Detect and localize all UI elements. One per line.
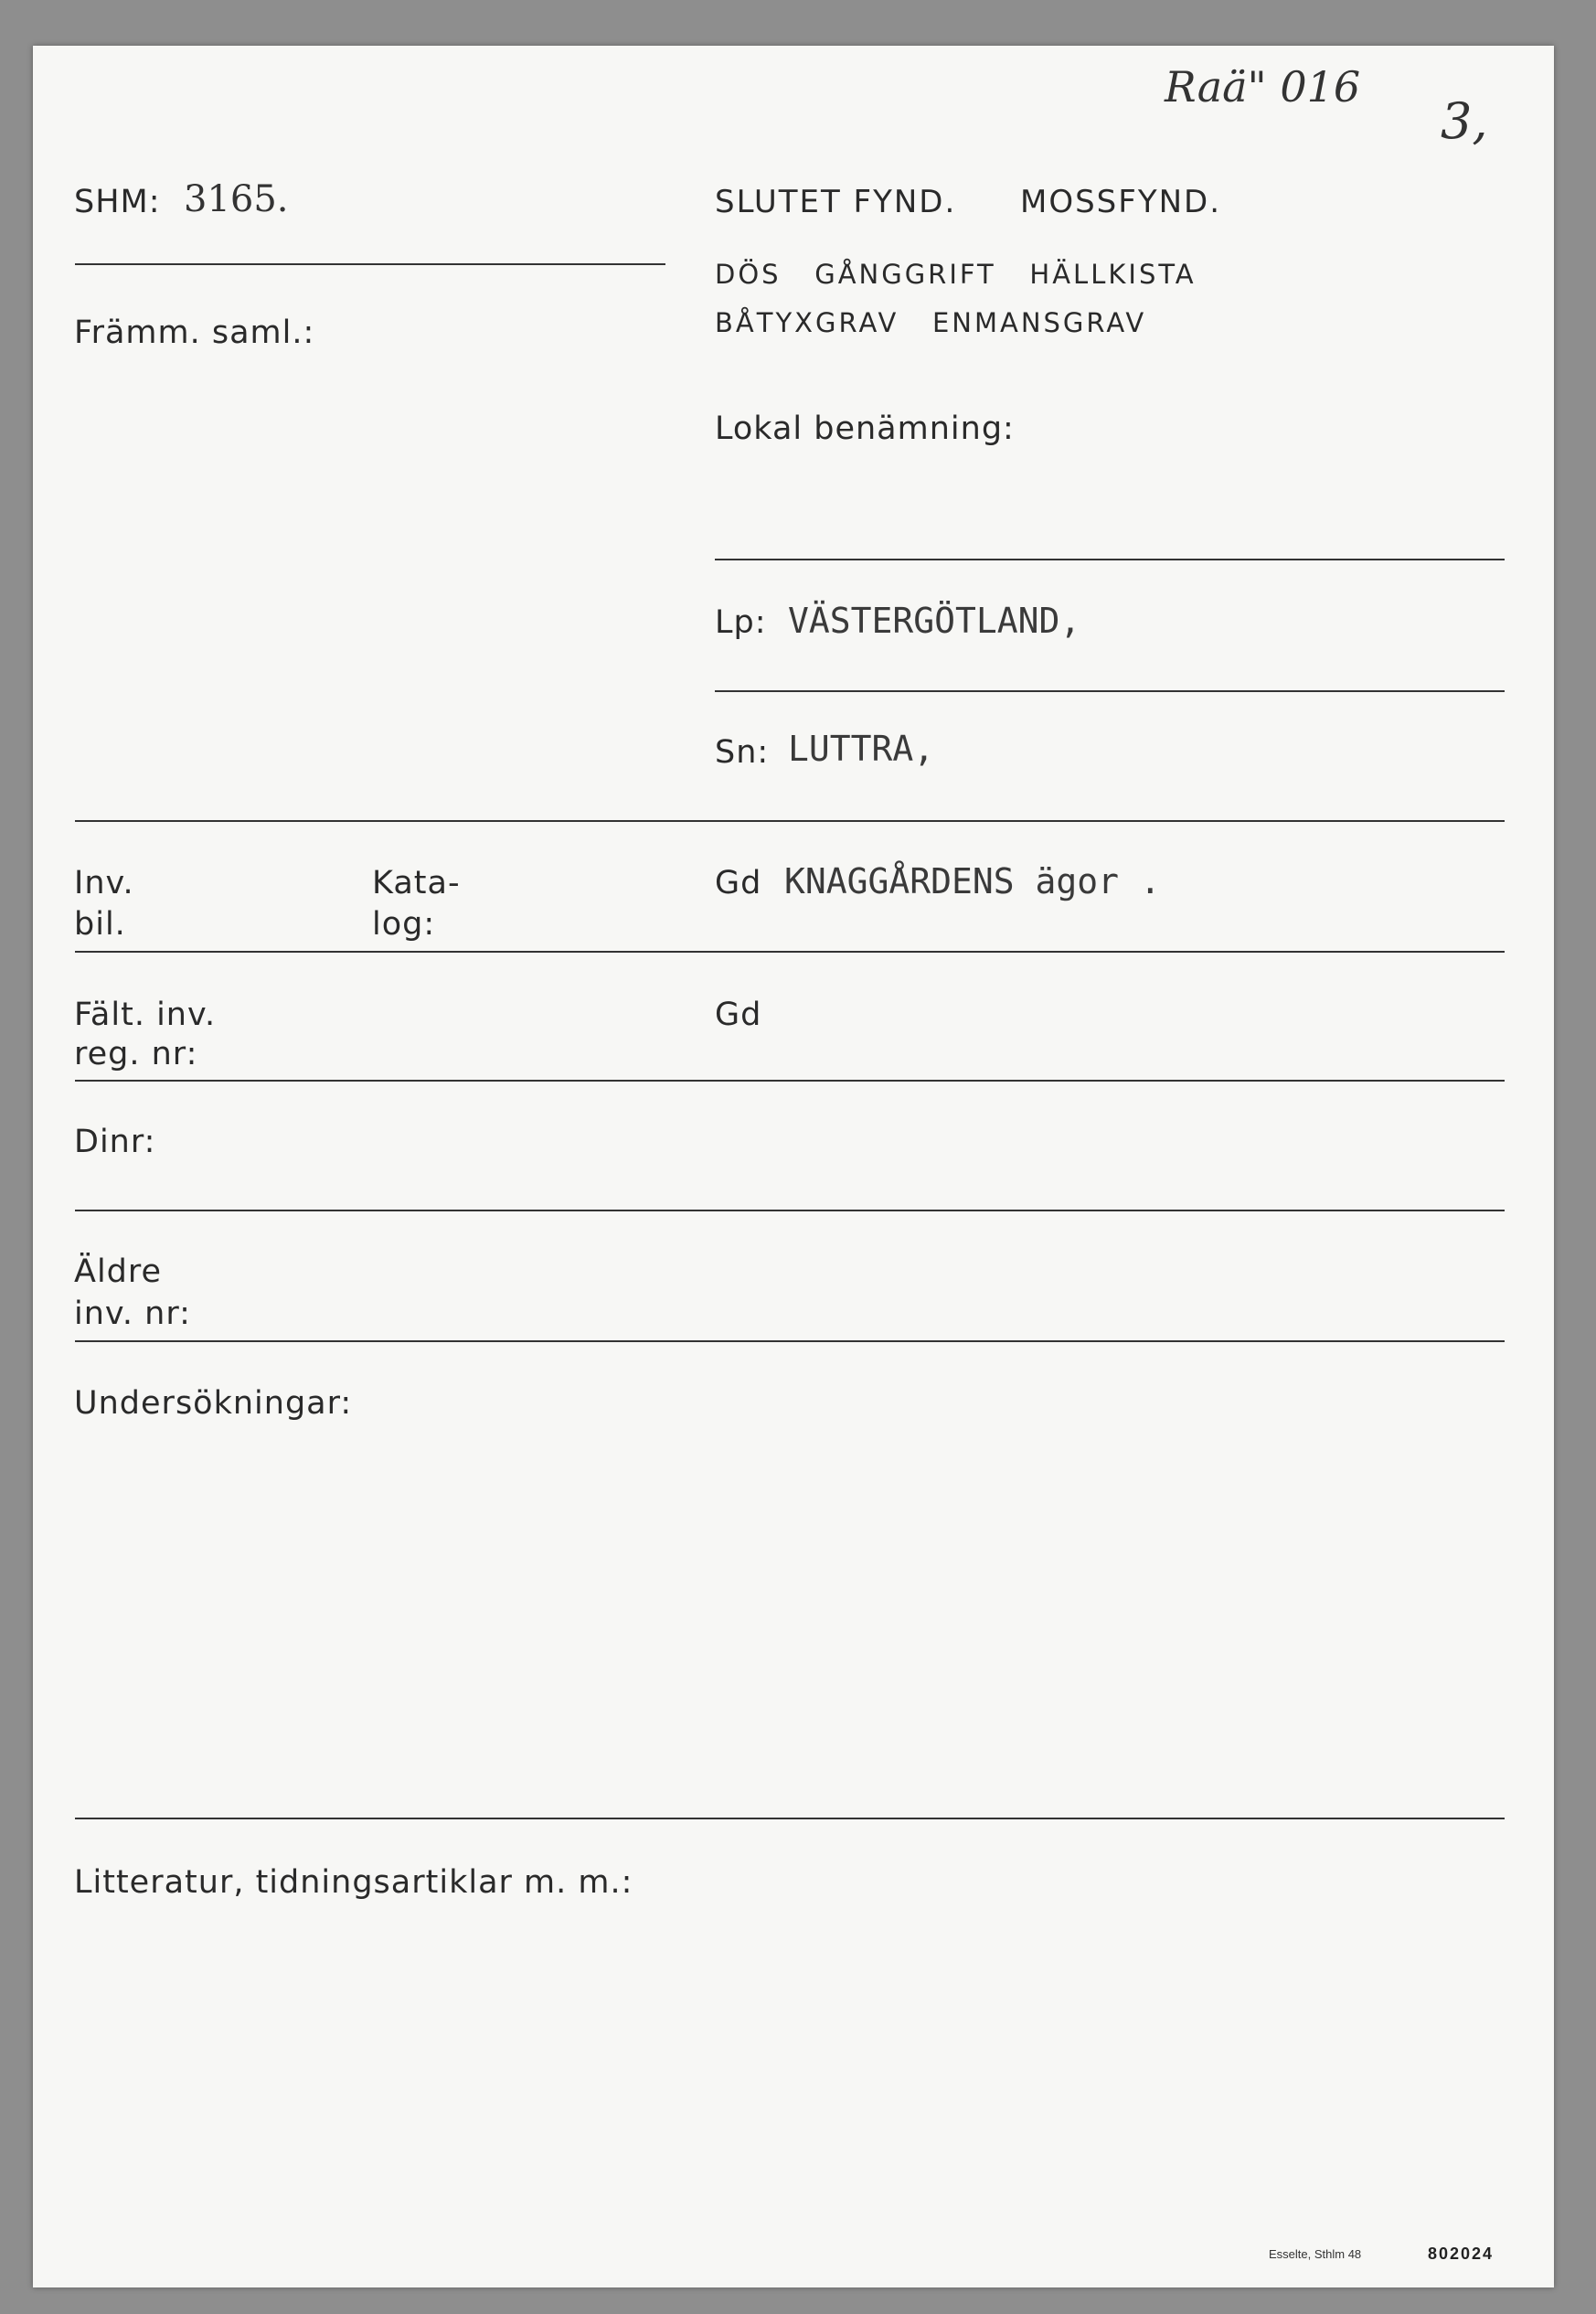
mossfynd: MOSSFYND.	[1020, 184, 1222, 220]
litteratur-label: Litteratur, tidningsartiklar m. m.:	[74, 1864, 633, 1901]
undersokningar-label: Undersökningar:	[74, 1385, 353, 1422]
rule-left-top	[75, 263, 665, 265]
dinr-label: Dinr:	[74, 1124, 156, 1160]
lp-label: Lp:	[715, 604, 767, 641]
katalog-label-2: log:	[372, 906, 436, 943]
shm-number: 3165.	[184, 178, 289, 220]
rule-full-1	[75, 820, 1505, 822]
shm-label: SHM:	[74, 184, 161, 220]
rule-full-5	[75, 1340, 1505, 1342]
rule-full-4	[75, 1210, 1505, 1211]
gd-label-2: Gd	[715, 997, 762, 1033]
sn-label: Sn:	[715, 734, 770, 771]
gd-label-1: Gd	[715, 865, 762, 901]
rule-lokal	[715, 559, 1505, 560]
rule-full-6	[75, 1818, 1505, 1819]
handwritten-card-number: 3,	[1441, 92, 1488, 150]
sn-value: LUTTRA,	[788, 729, 935, 769]
lokal-benamning-label: Lokal benämning:	[715, 411, 1015, 447]
rule-full-2	[75, 951, 1505, 953]
slutet-fynd: SLUTET FYND.	[715, 184, 957, 220]
katalog-label-1: Kata-	[372, 865, 461, 901]
falt-inv-label-2: reg. nr:	[74, 1036, 198, 1072]
register-card	[33, 46, 1554, 2287]
framm-saml-label: Främm. saml.:	[74, 315, 315, 351]
aldre-label-1: Äldre	[74, 1253, 163, 1290]
rule-lp	[715, 690, 1505, 692]
inv-label-1: Inv.	[74, 865, 134, 901]
rule-full-3	[75, 1080, 1505, 1082]
grave-types-line-1: DÖS GÅNGGRIFT HÄLLKISTA	[715, 259, 1197, 290]
printer-imprint: Esselte, Sthlm 48	[1269, 2247, 1362, 2261]
aldre-label-2: inv. nr:	[74, 1296, 191, 1332]
form-number: 802024	[1428, 2245, 1495, 2263]
handwritten-top-note: Raä" 016	[1165, 62, 1361, 112]
inv-label-2: bil.	[74, 906, 126, 943]
falt-inv-label-1: Fält. inv.	[74, 997, 217, 1033]
lp-value: VÄSTERGÖTLAND,	[788, 601, 1081, 641]
grave-types-line-2: BÅTYXGRAV ENMANSGRAV	[715, 307, 1147, 338]
gd-value-1: KNAGGÅRDENS ägor .	[784, 861, 1161, 901]
